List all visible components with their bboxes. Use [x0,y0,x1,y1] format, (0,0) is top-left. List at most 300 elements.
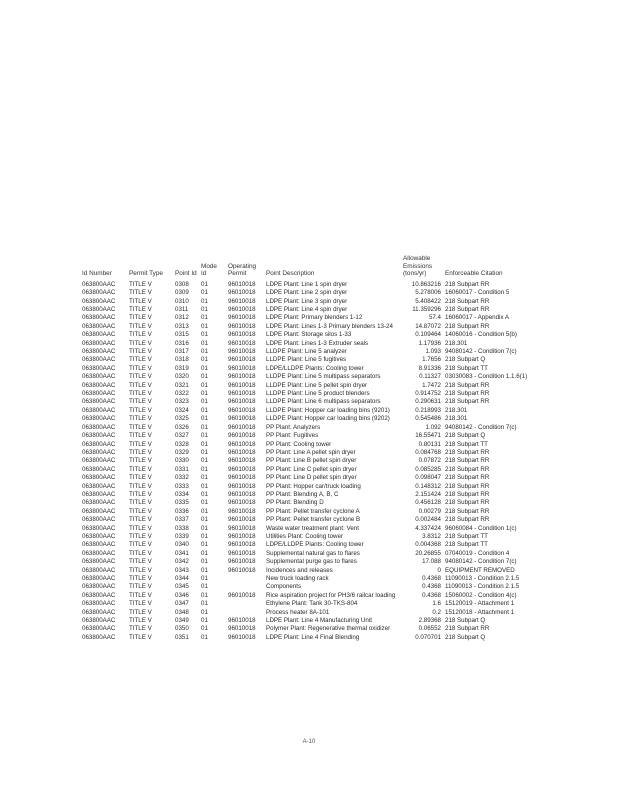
cell-id-number: 063800AAC [82,280,116,288]
table-row [80,466,529,474]
cell-operating-permit: 96010018 [228,356,256,364]
cell-point-description: PP Plant: Line A pellet spin dryer [266,448,356,456]
cell-allowable-emissions: 0.002484 [415,516,441,524]
cell-allowable-emissions: 0.098047 [415,474,441,482]
cell-operating-permit: 96010018 [228,289,256,297]
table-row [80,373,529,381]
cell-enforceable-citation: 11090013 - Condition 2.1.5 [445,583,520,591]
cell-operating-permit: 96010018 [228,516,256,524]
cell-id-number: 063800AAC [82,482,116,490]
emissions-table [80,255,529,642]
cell-point-description: LDPE Plant: Lines 1-3 Primary blenders 13-24 [266,322,393,330]
cell-point-description: PP Plant: Line B pellet spin dryer [266,457,357,465]
cell-point-description: Ethylene Plant: Tank 30-TKS-804 [266,600,358,608]
cell-mode-id: 01 [201,591,208,599]
cell-allowable-emissions: 0.290631 [415,398,441,406]
cell-point-description: LDPE Plant: Line 4 spin dryer [266,306,348,313]
cell-permit-type: TITLE V [129,390,152,398]
cell-operating-permit: 96010018 [228,566,256,574]
cell-permit-type: TITLE V [129,432,152,440]
cell-point-id: 0332 [175,474,189,482]
cell-allowable-emissions: 0.914752 [415,390,441,398]
cell-point-description: LDPE Plant: Line 1 spin dryer [266,280,348,288]
table-row [80,331,529,339]
cell-point-description: LDPE/LLDPE Plants: Cooling tower [266,541,364,549]
cell-point-id: 0318 [175,356,189,364]
cell-point-description: LDPE Plant: Line 4 Final Blending [266,633,360,641]
cell-point-description: LLDPE Plant: Hopper car loading bins (9202) [266,415,390,423]
cell-operating-permit: 96010018 [228,558,256,566]
cell-operating-permit: 96010018 [228,432,256,440]
cell-allowable-emissions: 1.17936 [418,339,441,347]
table-header-row [80,255,529,281]
cell-allowable-emissions: 14.87072 [415,322,441,330]
cell-point-description: PP Plant: Hopper car/truck loading [266,482,361,490]
cell-point-description: Supplemental natural gas to flares [266,549,360,557]
cell-point-id: 0321 [175,381,189,389]
cell-id-number: 063800AAC [82,364,116,372]
cell-permit-type: TITLE V [129,558,152,566]
cell-allowable-emissions: 8.91336 [418,364,441,372]
cell-allowable-emissions: 0.4368 [422,575,441,582]
cell-permit-type: TITLE V [129,322,152,330]
table-row [80,365,529,373]
cell-point-id: 0335 [175,499,189,507]
header-permit-type: Permit Type [129,270,163,278]
cell-enforceable-citation: 218 Subpart RR [445,516,490,524]
header-mode-id: Mode Id [201,262,217,278]
cell-operating-permit: 96010018 [228,448,256,456]
table-row [80,441,529,449]
cell-id-number: 063800AAC [82,633,116,641]
cell-operating-permit [226,600,264,608]
cell-operating-permit: 96010018 [228,549,256,557]
cell-enforceable-citation: 218.301 [445,415,468,423]
cell-operating-permit: 96010018 [228,339,256,347]
cell-point-id: 0345 [175,583,189,591]
cell-permit-type: TITLE V [129,617,152,625]
cell-id-number: 063800AAC [82,348,116,356]
header-enforceable-citation: Enforceable Citation [445,270,503,278]
cell-id-number: 063800AAC [82,406,116,414]
cell-point-id: 0325 [175,415,189,423]
cell-mode-id: 01 [201,390,208,398]
cell-point-description: LLDPE Plant: Line 5 analyzer [266,348,347,356]
cell-mode-id: 01 [201,289,208,297]
cell-mode-id: 01 [201,549,208,557]
cell-point-description: PP Plant: Blending D [266,499,324,507]
cell-mode-id: 01 [201,524,208,532]
table-row [80,457,529,465]
cell-allowable-emissions: 0.456128 [415,499,441,507]
cell-permit-type: TITLE V [129,415,152,423]
cell-id-number: 063800AAC [82,457,116,465]
cell-allowable-emissions: 5.278006 [415,289,441,297]
cell-enforceable-citation: 218 Subpart RR [445,625,490,633]
cell-permit-type: TITLE V [129,549,152,557]
cell-point-description: PP Plant: Blending A, B, C [266,490,339,498]
cell-permit-type: TITLE V [129,289,152,297]
cell-mode-id: 01 [201,465,208,473]
table-row [80,306,529,314]
cell-point-description: Supplemental purge gas to flares [266,558,357,566]
cell-point-description: Polymer Plant: Regenerative thermal oxidizer [266,625,391,633]
cell-enforceable-citation: 14060016 - Condition 5(b) [445,331,517,339]
cell-point-id: 0340 [175,541,189,549]
cell-enforceable-citation: 218 Subpart TT [445,440,488,448]
cell-point-id: 0310 [175,297,189,305]
cell-mode-id: 01 [201,423,208,431]
cell-allowable-emissions: 0.109464 [415,331,441,339]
cell-point-description: Components [266,583,302,591]
table-row [80,558,529,566]
cell-mode-id: 01 [201,490,208,498]
table-row [80,483,529,491]
cell-allowable-emissions: 0.084768 [415,448,441,456]
cell-permit-type: TITLE V [129,532,152,540]
cell-operating-permit: 96010018 [228,331,256,339]
cell-id-number: 063800AAC [82,617,116,625]
cell-operating-permit: 96010018 [228,306,256,313]
cell-mode-id: 01 [201,381,208,389]
cell-point-id: 0347 [175,600,189,608]
table-row [80,567,529,575]
cell-enforceable-citation: 218 Subpart RR [445,465,490,473]
cell-id-number: 063800AAC [82,608,116,616]
cell-permit-type: TITLE V [129,566,152,574]
cell-enforceable-citation: 15060002 - Condition 4(c) [445,591,517,599]
cell-allowable-emissions: 1.092 [425,423,441,431]
cell-point-description: LDPE Plant: Storage silos 1-33 [266,331,352,339]
cell-enforceable-citation: 218.301 [445,339,468,347]
cell-operating-permit: 96010018 [228,348,256,356]
cell-allowable-emissions: 1.093 [425,348,441,356]
cell-permit-type: TITLE V [129,457,152,465]
cell-enforceable-citation: 218 Subpart RR [445,322,490,330]
cell-enforceable-citation: 218 Subpart Q [445,356,486,364]
cell-permit-type: TITLE V [129,314,152,322]
cell-point-id: 0327 [175,432,189,440]
cell-allowable-emissions: 1.7472 [422,381,441,389]
table-row [80,298,529,306]
cell-allowable-emissions: 5.408422 [415,297,441,305]
table-row [80,508,529,516]
cell-permit-type: TITLE V [129,625,152,633]
cell-point-description: PP Plant: Analyzers [266,423,321,431]
cell-id-number: 063800AAC [82,600,116,608]
table-row [80,356,529,364]
cell-mode-id: 01 [201,633,208,641]
cell-point-description: LLDPE Plant: Line 5 fugitives [266,356,347,364]
table-row [80,289,529,297]
cell-point-id: 0331 [175,465,189,473]
cell-enforceable-citation: 218 Subpart RR [445,499,490,507]
cell-id-number: 063800AAC [82,297,116,305]
cell-id-number: 063800AAC [82,390,116,398]
cell-point-description: Utilities Plant: Cooling tower [266,532,344,540]
cell-id-number: 063800AAC [82,289,116,297]
header-operating-permit: Operating Permit [228,262,257,278]
cell-operating-permit: 96010018 [228,314,256,322]
table-body [80,281,529,642]
cell-enforceable-citation: 218 Subpart RR [445,490,490,498]
cell-point-description: PP Plant: Line C pellet spin dryer [266,465,357,473]
cell-enforceable-citation: 218 Subpart RR [445,482,490,490]
cell-point-id: 0337 [175,516,189,524]
cell-permit-type: TITLE V [129,465,152,473]
table-row [80,541,529,549]
cell-point-id: 0349 [175,617,189,625]
cell-permit-type: TITLE V [129,541,152,549]
cell-point-description: LLDPE Plant: Hopper car loading bins (9201) [266,406,390,414]
cell-point-description: LLDPE Plant: Line 5 product blenders [266,390,370,398]
cell-id-number: 063800AAC [82,322,116,330]
cell-id-number: 063800AAC [82,541,116,549]
cell-permit-type: TITLE V [129,381,152,389]
cell-id-number: 063800AAC [82,499,116,507]
cell-enforceable-citation: 07040019 - Condition 4 [445,549,510,557]
cell-enforceable-citation: EQUIPMENT REMOVED [445,566,515,574]
table-row [80,583,529,591]
cell-allowable-emissions: 0.545486 [415,415,441,423]
cell-operating-permit: 96010018 [228,373,256,381]
cell-mode-id: 01 [201,314,208,322]
cell-permit-type: TITLE V [129,474,152,482]
cell-enforceable-citation: 15120018 - Attachment 1 [445,608,515,616]
cell-point-id: 0320 [175,373,189,381]
cell-point-id: 0350 [175,625,189,633]
cell-id-number: 063800AAC [82,448,116,456]
cell-allowable-emissions: 0.80131 [418,440,441,448]
table-row [80,348,529,356]
table-row [80,415,529,423]
cell-mode-id: 01 [201,617,208,625]
cell-allowable-emissions: 0.07872 [418,457,441,465]
cell-id-number: 063800AAC [82,306,116,313]
cell-allowable-emissions: 2.151424 [415,490,441,498]
cell-id-number: 063800AAC [82,591,116,599]
table-row [80,533,529,541]
table-row [80,407,529,415]
cell-allowable-emissions: 4.337424 [415,524,441,532]
cell-operating-permit: 96010018 [228,390,256,398]
cell-permit-type: TITLE V [129,339,152,347]
cell-point-id: 0339 [175,532,189,540]
cell-permit-type: TITLE V [129,356,152,364]
cell-id-number: 063800AAC [82,339,116,347]
cell-permit-type: TITLE V [129,490,152,498]
cell-operating-permit: 96010018 [228,633,256,641]
cell-operating-permit: 96010018 [228,532,256,540]
cell-point-id: 0322 [175,390,189,398]
cell-operating-permit: 96010018 [228,490,256,498]
cell-point-description: LLDPE Plant: Line 5 pellet spin dryer [266,381,368,389]
cell-allowable-emissions: 0.218993 [415,406,441,414]
cell-id-number: 063800AAC [82,474,116,482]
cell-permit-type: TITLE V [129,440,152,448]
cell-point-description: Process heater 8A-101 [266,608,330,616]
cell-id-number: 063800AAC [82,356,116,364]
cell-point-id: 0313 [175,322,189,330]
cell-mode-id: 01 [201,364,208,372]
cell-allowable-emissions: 3.8312 [422,532,441,540]
cell-id-number: 063800AAC [82,423,116,431]
cell-id-number: 063800AAC [82,490,116,498]
cell-enforceable-citation: 218 Subpart RR [445,457,490,465]
cell-id-number: 063800AAC [82,331,116,339]
cell-allowable-emissions: 17.088 [422,558,441,566]
cell-enforceable-citation: 218 Subpart RR [445,381,490,389]
cell-mode-id: 01 [201,499,208,507]
cell-mode-id: 01 [201,331,208,339]
cell-allowable-emissions: 0.00279 [418,507,441,515]
cell-enforceable-citation: 218 Subpart TT [445,364,488,372]
cell-mode-id: 01 [201,339,208,347]
cell-mode-id: 01 [201,625,208,633]
cell-point-id: 0329 [175,448,189,456]
table-row [80,516,529,524]
cell-id-number: 063800AAC [82,314,116,322]
cell-permit-type: TITLE V [129,583,152,591]
cell-id-number: 063800AAC [82,415,116,423]
cell-permit-type: TITLE V [129,406,152,414]
table-row [80,314,529,322]
cell-mode-id: 01 [201,322,208,330]
cell-point-id: 0323 [175,398,189,406]
cell-operating-permit: 96010018 [228,457,256,465]
cell-permit-type: TITLE V [129,331,152,339]
cell-operating-permit [226,583,264,591]
cell-operating-permit: 96010018 [228,440,256,448]
page-number: A-10 [302,739,316,745]
cell-enforceable-citation: 96060084 - Condition 1(c) [445,524,517,532]
cell-id-number: 063800AAC [82,516,116,524]
table-row [80,625,529,633]
cell-point-description: LLDPE Plant: Line 5 multipass separators [266,373,381,381]
cell-enforceable-citation: 16060017 - Appendix A [445,314,509,322]
cell-point-id: 0338 [175,524,189,532]
cell-point-description: LDPE Plant: Line 4 Manufacturing Unit [266,617,372,625]
cell-point-id: 0319 [175,364,189,372]
cell-permit-type: TITLE V [129,297,152,305]
cell-point-id: 0309 [175,289,189,297]
cell-mode-id: 01 [201,516,208,524]
cell-enforceable-citation: 218.301 [445,406,468,414]
cell-id-number: 063800AAC [82,524,116,532]
cell-operating-permit [226,609,264,617]
cell-id-number: 063800AAC [82,398,116,406]
table-row [80,617,529,625]
cell-enforceable-citation: 94080142 - Condition 7(c) [445,348,517,356]
table-row [80,449,529,457]
table-row [80,382,529,390]
cell-point-id: 0316 [175,339,189,347]
cell-enforceable-citation: 218 Subpart Q [445,617,486,625]
cell-allowable-emissions: 1.7656 [422,356,441,364]
cell-allowable-emissions: 10.863216 [411,280,441,288]
cell-mode-id: 01 [201,532,208,540]
cell-permit-type: TITLE V [129,306,152,313]
cell-operating-permit: 96010018 [228,591,256,599]
cell-id-number: 063800AAC [82,440,116,448]
cell-point-description: PP Plant: Cooling tower [266,440,332,448]
cell-enforceable-citation: 11090013 - Condition 2.1.5 [445,575,520,582]
table-row [80,323,529,331]
cell-enforceable-citation: 218 Subpart RR [445,306,490,313]
cell-allowable-emissions: 16.55471 [415,432,441,440]
cell-point-id: 0324 [175,406,189,414]
cell-mode-id: 01 [201,566,208,574]
cell-allowable-emissions: 0.004368 [415,541,441,549]
cell-operating-permit: 96010018 [228,297,256,305]
table-row [80,281,529,289]
table-row [80,600,529,608]
cell-allowable-emissions: 20.26855 [415,549,441,557]
cell-mode-id: 01 [201,583,208,591]
header-id-number: Id Number [82,270,112,278]
table-row [80,550,529,558]
cell-permit-type: TITLE V [129,348,152,356]
cell-point-description: LDPE Plant: Line 2 spin dryer [266,289,348,297]
cell-enforceable-citation: 218 Subpart RR [445,474,490,482]
cell-mode-id: 01 [201,406,208,414]
table-row [80,398,529,406]
cell-id-number: 063800AAC [82,432,116,440]
table-row [80,424,529,432]
cell-enforceable-citation: 218 Subpart RR [445,297,490,305]
cell-permit-type: TITLE V [129,482,152,490]
cell-enforceable-citation: 218 Subpart RR [445,398,490,406]
cell-permit-type: TITLE V [129,448,152,456]
cell-allowable-emissions: 0.06552 [418,625,441,633]
cell-mode-id: 01 [201,398,208,406]
cell-mode-id: 01 [201,474,208,482]
cell-point-description: LDPE/LLDPE Plants: Cooling tower [266,364,364,372]
cell-allowable-emissions: 0.070701 [415,633,441,641]
cell-mode-id: 01 [201,482,208,490]
cell-id-number: 063800AAC [82,583,116,591]
cell-permit-type: TITLE V [129,423,152,431]
cell-allowable-emissions: 0 [437,566,441,574]
cell-mode-id: 01 [201,348,208,356]
cell-point-description: PP Plant: Fugitives [266,432,319,440]
cell-point-description: PP Plant: Pellet transfer cyclone B [266,516,361,524]
cell-allowable-emissions: 0.4368 [422,591,441,599]
cell-operating-permit: 96010018 [228,524,256,532]
table-row [80,525,529,533]
cell-point-id: 0333 [175,482,189,490]
cell-point-description: LDPE Plant: Line 3 spin dryer [266,297,348,305]
cell-id-number: 063800AAC [82,381,116,389]
cell-mode-id: 01 [201,608,208,616]
cell-mode-id: 01 [201,507,208,515]
cell-mode-id: 01 [201,600,208,608]
cell-permit-type: TITLE V [129,608,152,616]
cell-point-id: 0315 [175,331,189,339]
table-row [80,474,529,482]
cell-point-id: 0343 [175,566,189,574]
table-row [80,491,529,499]
cell-point-description: Incidences and releases [266,566,333,574]
cell-mode-id: 01 [201,575,208,582]
cell-mode-id: 01 [201,440,208,448]
cell-operating-permit: 96010018 [228,364,256,372]
cell-point-id: 0330 [175,457,189,465]
cell-operating-permit: 96010018 [228,617,256,625]
cell-mode-id: 01 [201,280,208,288]
cell-point-id: 0308 [175,280,189,288]
cell-point-description: PP Plant: Pellet transfer cyclone A [266,507,360,515]
